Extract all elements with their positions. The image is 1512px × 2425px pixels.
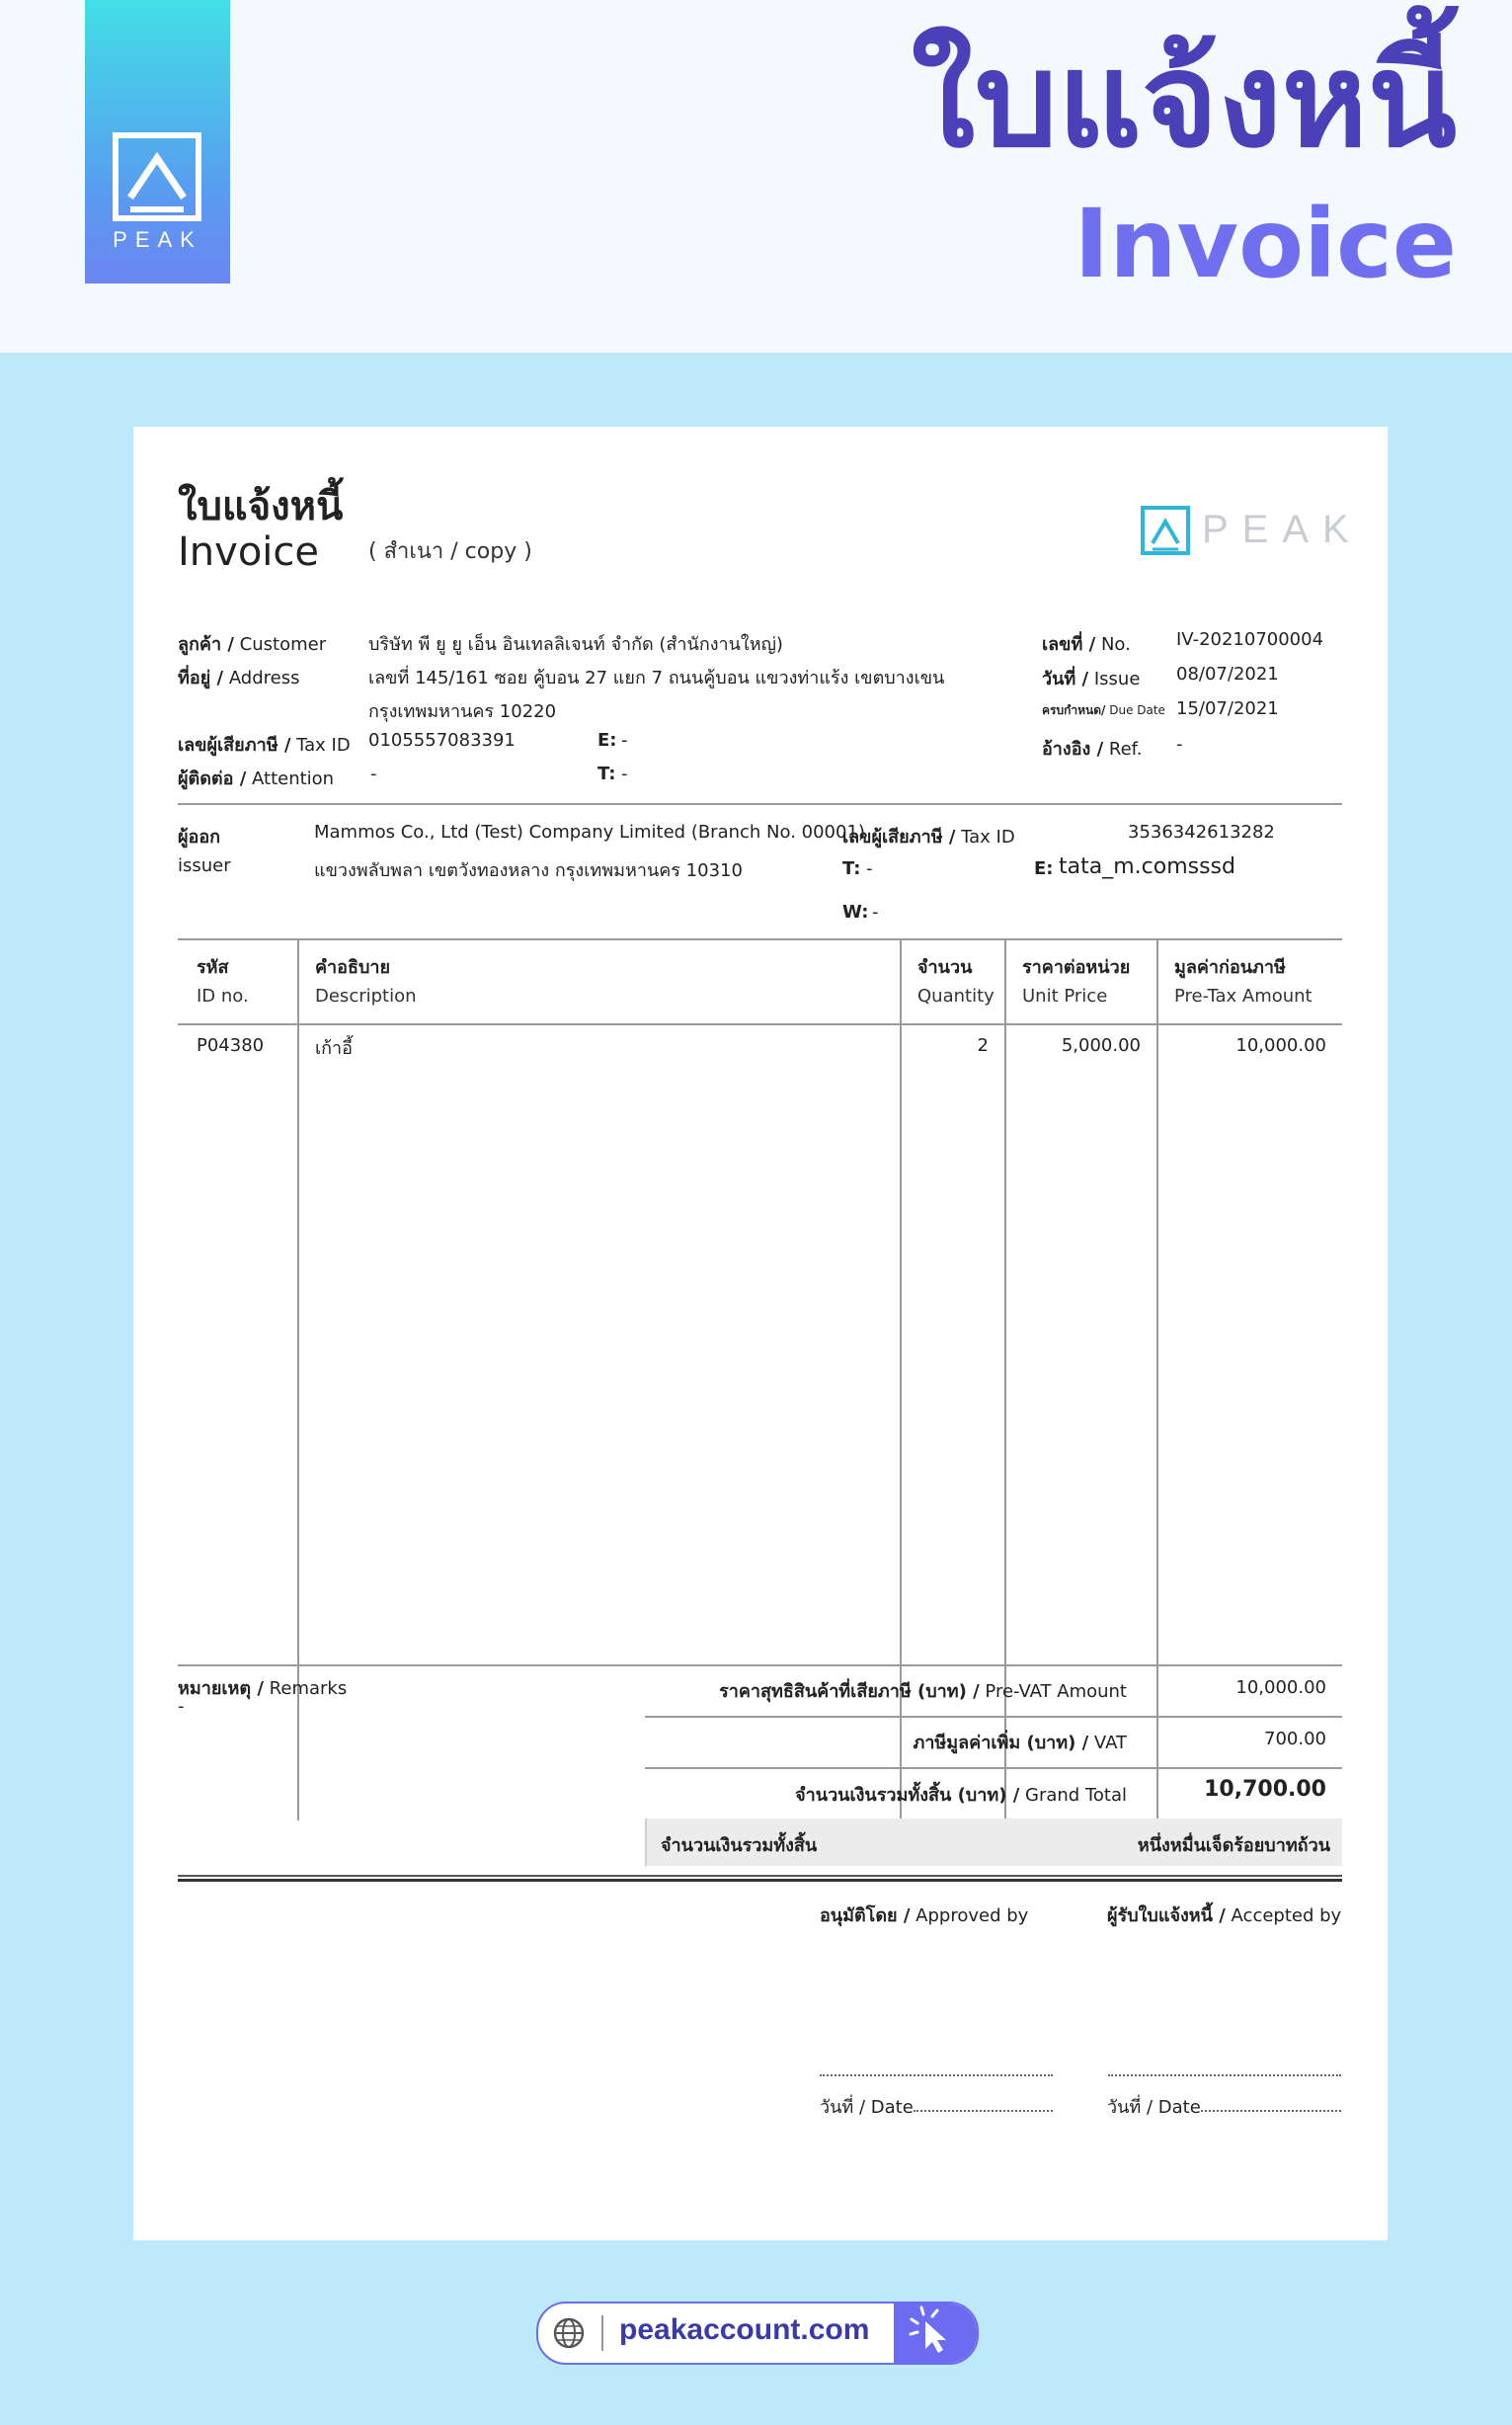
customer-taxid-value: 0105557083391: [368, 730, 516, 751]
issuer-web-label: W:: [842, 902, 869, 923]
doc-no-value: IV-20210700004: [1176, 629, 1324, 650]
vat-label: ภาษีมูลค่าเพิ่ม (บาท) / VAT: [913, 1733, 1127, 1753]
address-line2: กรุงเทพมหานคร 10220: [368, 701, 557, 722]
customer-label: ลูกค้า / Customer: [178, 634, 327, 655]
ref-value: -: [1176, 734, 1183, 755]
doc-title-en: Invoice: [178, 529, 320, 575]
customer-phone-value: -: [621, 764, 628, 784]
globe-icon: [552, 2316, 586, 2350]
header-qty-en: Quantity: [917, 986, 995, 1007]
hero-title-thai: ใบแจ้งหนี้: [911, 25, 1457, 177]
cursor-box: [894, 2304, 977, 2363]
totals-rule: [645, 1767, 1342, 1769]
accepted-date-label: วันที่ / Date: [1107, 2097, 1201, 2118]
hero-title-en: Invoice: [1074, 189, 1457, 299]
customer-phone-label: T:: [597, 764, 616, 784]
customer-email-value: -: [621, 730, 628, 751]
approved-signature-line: [820, 2074, 1053, 2076]
customer-value: บริษัท พี ยู ยู เอ็น อินเทลลิเจนท์ จำกัด (สำนักงานใหญ่): [368, 634, 783, 655]
copy-label: ( สำเนา / copy ): [368, 539, 532, 564]
header-price-en: Unit Price: [1022, 986, 1108, 1007]
amount-in-words-value: หนึ่งหมื่นเจ็ดร้อยบาทถ้วน: [1137, 1835, 1330, 1856]
accepted-signature-line: [1108, 2074, 1341, 2076]
double-rule: [178, 1875, 1342, 1877]
issuer-taxid-value: 3536342613282: [1128, 822, 1275, 843]
brand-tile: [85, 0, 230, 283]
approved-date-label: วันที่ / Date: [820, 2097, 914, 2118]
table-bottom-rule: [178, 1664, 1342, 1666]
row-id: P04380: [197, 1035, 265, 1056]
invoice-paper: [133, 427, 1388, 2240]
header-amount-th: มูลค่าก่อนภาษี: [1174, 957, 1286, 978]
issuer-email-label: E:: [1034, 858, 1054, 879]
row-amount: 10,000.00: [1235, 1035, 1326, 1056]
vat-value: 700.00: [1264, 1729, 1326, 1749]
issuer-label-thai: ผู้ออก: [178, 827, 221, 848]
pre-vat-label: ราคาสุทธิสินค้าที่เสียภาษี (บาท) / Pre-VAT Amount: [719, 1681, 1127, 1702]
issuer-web-value: -: [872, 902, 879, 923]
doc-title-thai: ใบแจ้งหนี้: [178, 484, 344, 529]
accepted-by-label: ผู้รับใบแจ้งหนี้ / Accepted by: [1107, 1905, 1342, 1926]
header-price-th: ราคาต่อหน่วย: [1022, 957, 1131, 978]
issue-date-label: วันที่ / Issue: [1042, 669, 1141, 689]
issuer-name: Mammos Co., Ltd (Test) Company Limited (Branch No. 00001): [314, 822, 865, 843]
address-line1: เลขที่ 145/161 ซอย คู้บอน 27 แยก 7 ถนนคู้บอน แขวงท่าแร้ง เขตบางเขน: [368, 668, 945, 688]
peak-logo-icon: [113, 132, 201, 221]
totals-rule: [645, 1716, 1342, 1718]
doc-no-label: เลขที่ / No.: [1042, 634, 1131, 655]
customer-email-label: E:: [597, 730, 617, 751]
approved-date-line: [914, 2110, 1053, 2112]
peak-logo-icon: [1141, 506, 1190, 555]
divider: [178, 803, 1342, 805]
header-id-th: รหัส: [197, 957, 229, 978]
issuer-email-value: tata_m.comsssd: [1059, 854, 1235, 879]
remarks-value: -: [178, 1696, 185, 1717]
issuer-taxid-label: เลขผู้เสียภาษี / Tax ID: [842, 827, 1015, 848]
header-amount-en: Pre-Tax Amount: [1174, 986, 1313, 1007]
pill-separator: [601, 2315, 603, 2351]
website-url[interactable]: peakaccount.com: [619, 2313, 870, 2346]
row-description: เก้าอี้: [315, 1038, 353, 1059]
double-rule: [178, 1879, 1342, 1882]
totals-divider: [645, 1819, 647, 1866]
issue-date-value: 08/07/2021: [1176, 664, 1279, 685]
attention-value: -: [370, 764, 377, 784]
header-desc-en: Description: [315, 986, 417, 1007]
address-label: ที่อยู่ / Address: [178, 668, 300, 688]
brand-word: PEAK: [113, 227, 202, 252]
paper-logo-text: PEAK: [1202, 508, 1363, 551]
grand-total-value: 10,700.00: [1204, 1777, 1326, 1802]
customer-taxid-label: เลขผู้เสียภาษี / Tax ID: [178, 735, 351, 756]
table-header-rule: [178, 1023, 1342, 1025]
grand-total-label: จำนวนเงินรวมทั้งสิ้น (บาท) / Grand Total: [795, 1785, 1127, 1806]
header-id-en: ID no.: [197, 986, 249, 1007]
due-date-label: ครบกำหนด/ Due Date: [1042, 703, 1165, 717]
accepted-date-line: [1201, 2110, 1341, 2112]
cursor-click-icon: [894, 2304, 977, 2363]
issuer-label-en: issuer: [178, 855, 231, 876]
ref-label: อ้างอิง / Ref.: [1042, 739, 1143, 760]
totals-divider: [1156, 1664, 1158, 1819]
issuer-phone-value: -: [866, 858, 873, 879]
issuer-address: แขวงพลับพลา เขตวังทองหลาง กรุงเทพมหานคร 10310: [314, 860, 743, 881]
due-date-value: 15/07/2021: [1176, 698, 1279, 719]
row-quantity: 2: [977, 1035, 989, 1056]
amount-in-words-label: จำนวนเงินรวมทั้งสิ้น: [661, 1835, 818, 1856]
header-qty-th: จำนวน: [917, 957, 973, 978]
header-desc-th: คำอธิบาย: [315, 957, 391, 978]
approved-by-label: อนุมัติโดย / Approved by: [820, 1905, 1029, 1926]
website-link[interactable]: [536, 2302, 979, 2365]
attention-label: ผู้ติดต่อ / Attention: [178, 768, 335, 789]
remarks-label: หมายเหตุ / Remarks: [178, 1678, 348, 1699]
table-top-rule: [178, 938, 1342, 940]
row-unit-price: 5,000.00: [1061, 1035, 1141, 1056]
pre-vat-value: 10,000.00: [1235, 1677, 1326, 1698]
issuer-phone-label: T:: [842, 858, 861, 879]
